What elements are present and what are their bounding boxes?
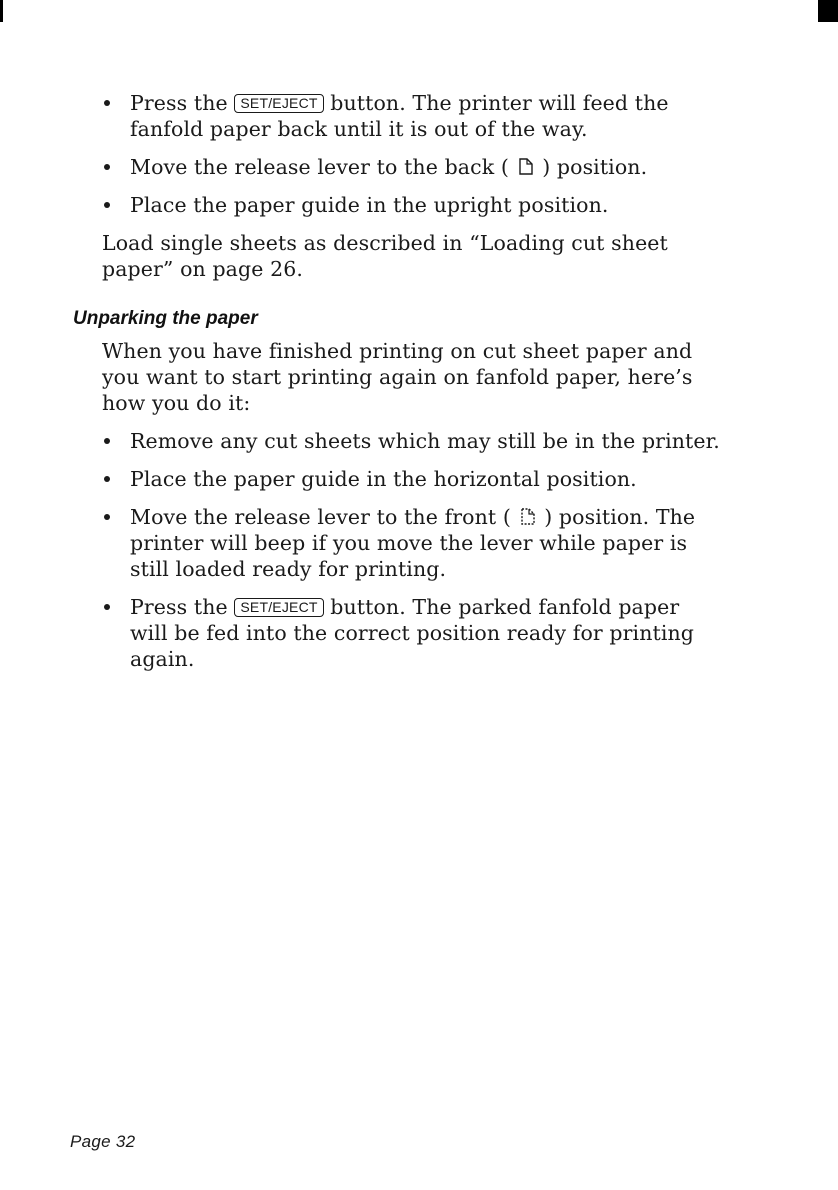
list-item: Press the SET/EJECT button. The parked fanfold paper will be fed into the correct position ready for printing again.: [102, 594, 722, 672]
bullet-icon: [104, 438, 110, 444]
list-item: Move the release lever to the back ( ) position.: [102, 154, 722, 180]
bullet-icon: [104, 514, 110, 520]
section-heading: Unparking the paper: [73, 308, 258, 329]
lever-back-icon: [518, 156, 534, 176]
section-parking: [102, 90, 722, 294]
bullet-icon: [104, 202, 110, 208]
bullet-icon: [104, 604, 110, 610]
bullet-icon: [104, 164, 110, 170]
set-eject-key: SET/EJECT: [234, 598, 323, 617]
parking-steps-list: [102, 90, 722, 218]
scan-edge-mark-left: [0, 0, 3, 22]
intro-paragraph: When you have finished printing on cut sheet paper and you want to start printing again on fanfold paper, here’s how you do it:: [102, 339, 693, 415]
unparking-steps-list: [102, 428, 722, 672]
set-eject-key: SET/EJECT: [234, 94, 323, 113]
list-item: Place the paper guide in the upright position.: [102, 192, 722, 218]
load-sheets-paragraph: Load single sheets as described in “Loading cut sheet paper” on page 26.: [102, 231, 668, 281]
list-item: Press the SET/EJECT button. The printer will feed the fanfold paper back until it is out of the way.: [102, 90, 722, 142]
bullet-icon: [104, 476, 110, 482]
list-item: Place the paper guide in the horizontal position.: [102, 466, 722, 492]
bullet-icon: [104, 100, 110, 106]
lever-front-icon: [520, 506, 536, 526]
section-unparking: [102, 338, 722, 684]
page-number: Page 32: [70, 1132, 136, 1151]
list-item: Move the release lever to the front ( ) position. The printer will beep if you move the lever while paper is still loaded ready for printing.: [102, 504, 722, 582]
list-item: Remove any cut sheets which may still be in the printer.: [102, 428, 722, 454]
scan-edge-mark-right: [818, 0, 838, 22]
